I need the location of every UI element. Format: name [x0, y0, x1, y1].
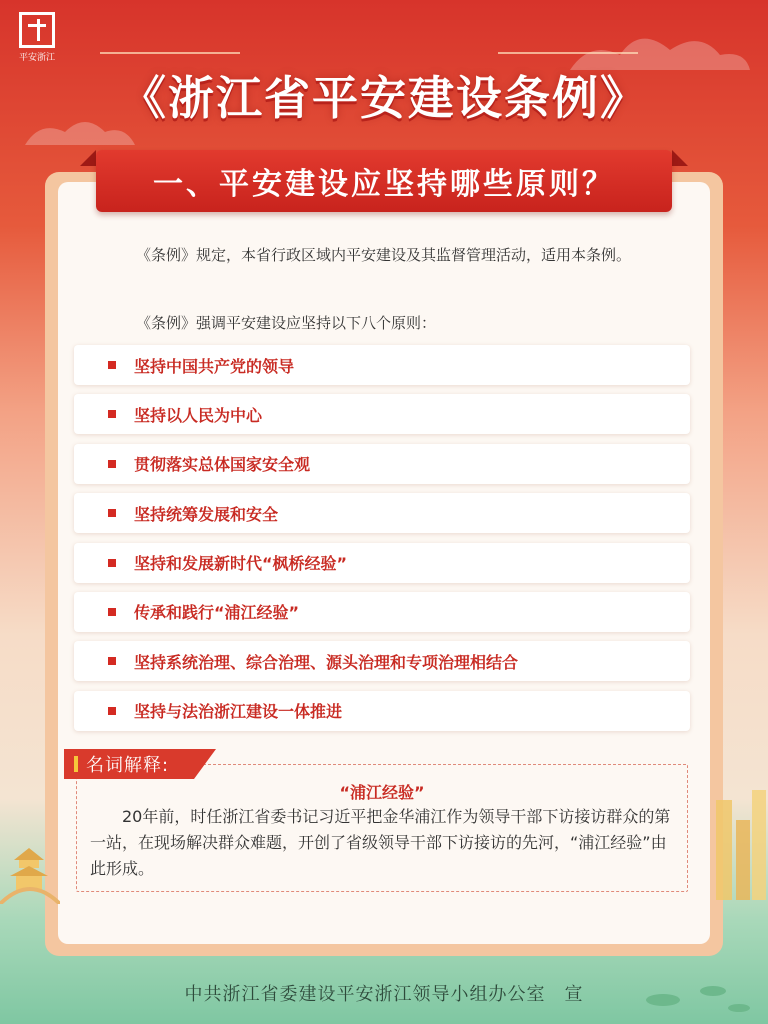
- bullet-icon: [108, 707, 116, 715]
- principle-text: 传承和践行“浦江经验”: [134, 603, 300, 623]
- glossary-definition: [90, 804, 676, 882]
- principle-text: 坚持和发展新时代“枫桥经验”: [134, 554, 348, 574]
- footer-credit: 中共浙江省委建设平安浙江领导小组办公室 宣: [184, 984, 584, 1005]
- glossary-label: 名词解释:: [86, 755, 170, 776]
- ribbon-fold: [80, 150, 96, 166]
- page-title: 《浙江省平安建设条例》: [120, 71, 648, 125]
- principle-item: [74, 592, 690, 632]
- principle-text: 坚持系统治理、综合治理、源头治理和专项治理相结合: [134, 652, 519, 672]
- intro-paragraph: [106, 244, 666, 267]
- principle-text: 坚持与法治浙江建设一体推进: [134, 702, 343, 722]
- glossary-definition-text: 20年前，时任浙江省委书记习近平把金华浦江作为领导干部下访接访群众的第一站，在现场解决群众难题，开创了省级领导干部下访接访的先河，“浦江经验”由此形成。: [90, 807, 671, 878]
- bullet-icon: [108, 460, 116, 468]
- bridge-icon: [0, 880, 60, 904]
- principle-item: [74, 394, 690, 434]
- glossary-tab: [64, 749, 194, 779]
- principle-text: 坚持以人民为中心: [134, 405, 263, 425]
- tab-accent-bar: [74, 756, 78, 772]
- ribbon-fold: [672, 150, 688, 166]
- bullet-icon: [108, 657, 116, 665]
- intro-paragraph: [106, 312, 666, 335]
- bullet-icon: [108, 410, 116, 418]
- principle-item: [74, 691, 690, 731]
- glossary-term: “浦江经验”: [339, 783, 425, 802]
- principle-text: 坚持中国共产党的领导: [134, 356, 295, 376]
- intro-text: 《条例》规定，本省行政区域内平安建设及其监督管理活动，适用本条例。: [136, 246, 632, 264]
- bullet-icon: [108, 608, 116, 616]
- intro-text: 《条例》强调平安建设应坚持以下八个原则：: [136, 314, 437, 332]
- title-line-decoration: [498, 52, 638, 54]
- principle-item: [74, 543, 690, 583]
- bullet-icon: [108, 361, 116, 369]
- principle-item: [74, 444, 690, 484]
- principle-item: [74, 493, 690, 533]
- section-ribbon: [96, 150, 672, 212]
- section-title: 一、平安建设应坚持哪些原则？: [153, 167, 615, 202]
- bullet-icon: [108, 509, 116, 517]
- principle-item: [74, 641, 690, 681]
- principle-text: 贯彻落实总体国家安全观: [134, 455, 311, 475]
- title-line-decoration: [100, 52, 240, 54]
- bullet-icon: [108, 559, 116, 567]
- principle-item: [74, 345, 690, 385]
- logo-icon: [19, 12, 55, 48]
- buildings-icon: [712, 790, 768, 900]
- principle-text: 坚持统筹发展和安全: [134, 504, 279, 524]
- logo-text: 平安浙江: [18, 53, 55, 63]
- principles-list: [74, 345, 690, 740]
